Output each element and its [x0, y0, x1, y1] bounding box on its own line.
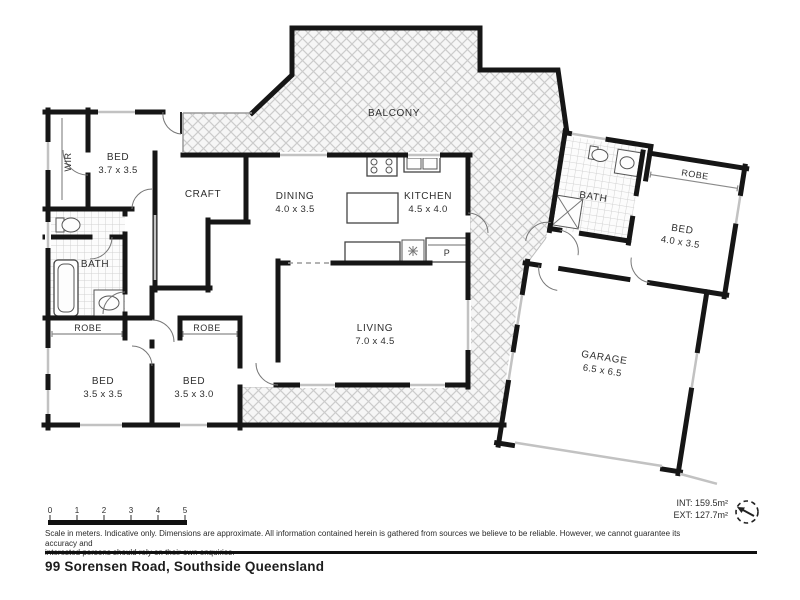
room-dims-living: 7.0 x 4.5: [355, 336, 395, 347]
room-label-bed2: BED: [670, 222, 695, 237]
room-label-wir: WIR: [63, 152, 73, 172]
scale-tick-3: 3: [128, 506, 134, 515]
room-label-bed4: BED: [182, 376, 206, 387]
scale-tick-4: 4: [155, 506, 161, 515]
room-dims-dining: 4.0 x 3.5: [275, 204, 315, 215]
scale-tick-0: 0: [47, 506, 53, 515]
footer-divider: [45, 551, 757, 554]
room-label-balcony: BALCONY: [368, 108, 420, 119]
room-label-bath-right: BATH: [578, 189, 609, 206]
room-dims-bed4: 3.5 x 3.0: [174, 389, 214, 400]
scale-tick-2: 2: [101, 506, 107, 515]
disclaimer-line1: Scale in meters. Indicative only. Dimensions are approximate. All information contained herein is gathered from sources we believe to be reliable. However, we cannot guarantee its accuracy and: [45, 529, 681, 548]
scale-tick-5: 5: [182, 506, 188, 515]
area-ext: EXT: 127.7m²: [673, 509, 728, 520]
room-label-living: LIVING: [356, 323, 394, 334]
room-label-kitchen: KITCHEN: [403, 191, 453, 202]
room-dims-bed1: 3.7 x 3.5: [98, 165, 138, 176]
scale-bar: [44, 504, 204, 530]
room-label-robe-right: ROBE: [680, 167, 710, 182]
room-label-dining: DINING: [275, 191, 315, 202]
room-label-craft: CRAFT: [184, 189, 222, 200]
compass-icon: [731, 497, 763, 529]
room-dims-kitchen: 4.5 x 4.0: [408, 204, 448, 215]
room-label-robe-mid: ROBE: [193, 323, 221, 333]
room-label-pantry: P: [443, 248, 451, 258]
room-dims-bed2: 4.0 x 3.5: [660, 234, 701, 252]
room-label-bath-left: BATH: [80, 259, 110, 270]
room-label-garage: GARAGE: [580, 349, 629, 368]
room-label-bed3: BED: [91, 376, 115, 387]
area-int: INT: 159.5m²: [676, 498, 728, 508]
area-figures: [600, 498, 728, 521]
scale-tick-1: 1: [74, 506, 80, 515]
room-label-bed1: BED: [106, 152, 130, 163]
room-dims-garage: 6.5 x 6.5: [582, 362, 623, 380]
room-dims-bed3: 3.5 x 3.5: [83, 389, 123, 400]
scale-bar-rule: [48, 520, 187, 525]
property-address: 99 Sorensen Road, Southside Queensland: [45, 559, 325, 574]
room-label-robe-left: ROBE: [74, 323, 102, 333]
